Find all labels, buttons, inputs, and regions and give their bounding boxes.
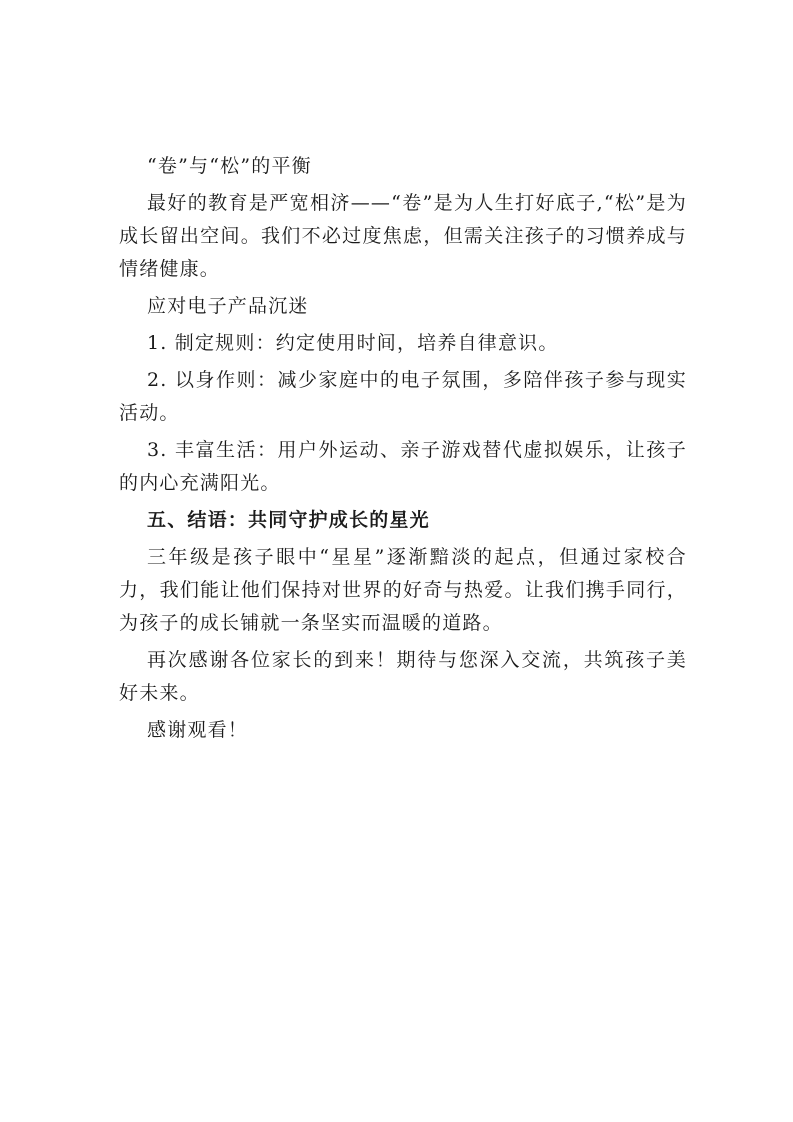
paragraph-thanks: 再次感谢各位家长的到来！期待与您深入交流，共筑孩子美好未来。 [119, 649, 687, 704]
heading-balance: “卷”与“松”的平衡 [147, 155, 312, 177]
heading-screen-addiction: 应对电子产品沉迷 [147, 295, 309, 317]
paragraph-balance: 最好的教育是严宽相济——“卷”是为人生打好底子,“松”是为成长留出空间。我们不必过度焦虑，但需关注孩子的习惯养成与情绪健康。 [119, 192, 687, 280]
list-item-example: 2. 以身作则：减少家庭中的电子氛围，多陪伴孩子参与现实活动。 [119, 369, 687, 424]
section-title-conclusion: 五、结语：共同守护成长的星光 [147, 509, 430, 531]
document-body [119, 150, 687, 751]
list-item-enrich-life: 3. 丰富生活：用户外运动、亲子游戏替代虚拟娱乐，让孩子的内心充满阳光。 [119, 439, 687, 494]
list-item-rules: 1. 制定规则：约定使用时间，培养自律意识。 [147, 332, 559, 354]
closing-text: 感谢观看！ [147, 719, 249, 741]
paragraph-conclusion: 三年级是孩子眼中“星星”逐渐黯淡的起点，但通过家校合力，我们能让他们保持对世界的好奇与热爱。让我们携手同行，为孩子的成长铺就一条坚实而温暖的道路。 [119, 546, 687, 634]
